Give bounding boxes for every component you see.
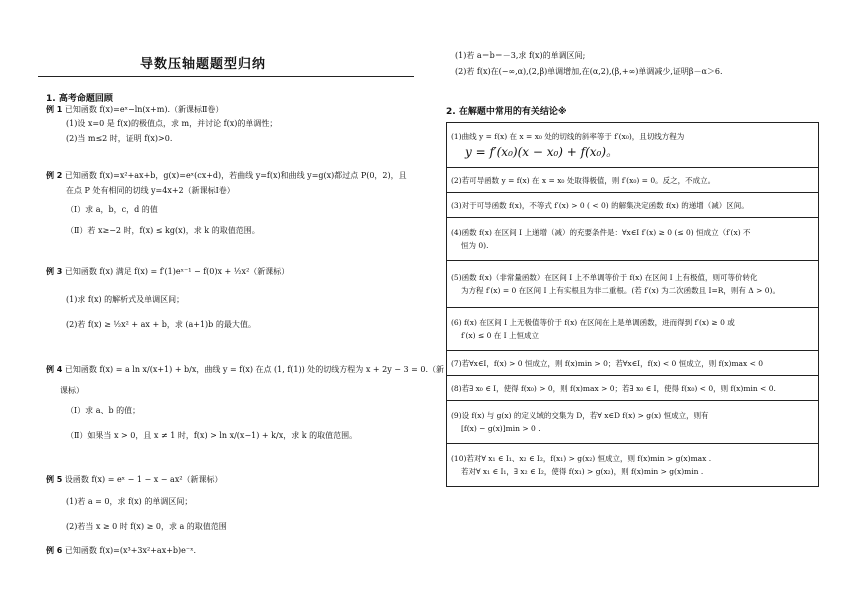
example-5-q1: (1)若 a = 0，求 f(x) 的单调区间； bbox=[66, 497, 193, 506]
conclusion-3-a: (3)对于可导函数 f(x)，不等式 f′(x) > 0 ( < 0) 的解集决定函数 f(x) 的递增（减）区间。 bbox=[451, 200, 749, 210]
page-title: 导数压轴题题型归纳 bbox=[140, 57, 267, 72]
conclusions-table bbox=[446, 122, 819, 487]
example-2-label: 例 2 bbox=[46, 171, 63, 180]
section-1-heading: 1. 高考命题回顾 bbox=[46, 94, 113, 104]
conclusion-10-b: 若对∀ x₁ ∈ I₁，∃ x₂ ∈ I₂，使得 f(x₁) > g(x₂)，则 f(x)min > g(x)min . bbox=[461, 467, 704, 476]
conclusion-row bbox=[447, 123, 819, 168]
example-5-q2: (2)若当 x ≥ 0 时 f(x) ≥ 0，求 a 的取值范围 bbox=[66, 522, 227, 531]
conclusion-1-b: y = f′(x₀)(x − x₀) + f(x₀)。 bbox=[465, 144, 619, 159]
conclusion-row bbox=[447, 351, 819, 376]
example-1-label: 例 1 bbox=[46, 105, 63, 114]
section-2-heading: 2. 在解题中常用的有关结论※ bbox=[446, 107, 567, 117]
conclusion-6-a: (6) f(x) 在区间 I 上无极值等价于 f(x) 在区间在上是单调函数，进而得到 f′(x) ≥ 0 或 bbox=[451, 318, 735, 327]
conclusion-8-a: (8)若∃ x₀ ∈ I，使得 f(x₀) > 0，则 f(x)max > 0；若∃ x₀ ∈ I，使得 f(x₀) < 0，则 f(x)min < 0. bbox=[451, 383, 776, 393]
example-4 bbox=[46, 364, 444, 376]
example-2-q2: （Ⅱ）若 x≥−2 时，f(x) ≤ kg(x)，求 k 的取值范围。 bbox=[66, 226, 260, 235]
example-1-stem: 已知函数 f(x)=eˣ−ln(x+m).（新课标Ⅱ卷） bbox=[64, 105, 224, 114]
example-5-stem: 设函数 f(x) = eˣ − 1 − x − ax²（新课标） bbox=[64, 475, 223, 484]
conclusion-2-a: (2)若可导函数 y = f(x) 在 x = x₀ 处取得极值，则 f′(x₀) = 0。反之，不成立。 bbox=[451, 175, 716, 185]
conclusion-row bbox=[447, 193, 819, 218]
conclusion-6-b: f′(x) ≤ 0 在 I 上恒成立 bbox=[461, 331, 539, 340]
example-5 bbox=[46, 474, 223, 486]
conclusion-4-b: 恒为 0). bbox=[461, 241, 489, 250]
example-4-q1: （Ⅰ）求 a、b 的值； bbox=[66, 406, 141, 415]
conclusion-row bbox=[447, 308, 819, 351]
conclusion-9-a: (9)设 f(x) 与 g(x) 的定义域的交集为 D，若∀ x∈D f(x) > g(x) 恒成立，则有 bbox=[451, 411, 709, 420]
conclusion-row bbox=[447, 168, 819, 193]
conclusion-row bbox=[447, 401, 819, 444]
conclusion-4-a: (4)函数 f(x) 在区间 I 上递增（减）的充要条件是：∀x∈I f′(x) ≥ 0 (≤ 0) 恒成立（f′(x) 不 bbox=[451, 228, 751, 237]
conclusion-9-b: [f(x) − g(x)]min > 0 . bbox=[461, 424, 541, 433]
conclusion-row bbox=[447, 376, 819, 401]
example-3-stem: 已知函数 f(x) 满足 f(x) = f′(1)eˣ⁻¹ − f(0)x + ½x²（新课标） bbox=[64, 267, 290, 276]
example-4-stem2: 课标） bbox=[60, 386, 84, 395]
example-3-label: 例 3 bbox=[46, 267, 63, 276]
example-3 bbox=[46, 266, 289, 278]
example-1-q1: (1)设 x=0 是 f(x)的极值点，求 m，并讨论 f(x)的单调性； bbox=[66, 119, 278, 128]
conclusion-5-b: 为方程 f′(x) = 0 在区间 I 上有实根且为非二重根。(若 f′(x) 为二次函数且 I=R，则有 Δ > 0)。 bbox=[461, 286, 780, 295]
example-2-stem2: 在点 P 处有相同的切线 y=4x+2（新课标Ⅰ卷） bbox=[66, 186, 235, 195]
example-1-q2: (2)当 m≤2 时，证明 f(x)>0. bbox=[66, 134, 173, 143]
example-3-q2: (2)若 f(x) ≥ ½x² + ax + b，求 (a+1)b 的最大值。 bbox=[66, 320, 256, 329]
conclusion-row bbox=[447, 261, 819, 308]
example-4-q2: （Ⅱ）如果当 x > 0，且 x ≠ 1 时，f(x) > ln x/(x−1) + k/x，求 k 的取值范围。 bbox=[66, 431, 358, 440]
example-6-stem: 已知函数 f(x)=(x³+3x²+ax+b)e⁻ˣ. bbox=[64, 546, 197, 555]
example-6-q1: (1)若 a＝b＝－3,求 f(x)的单调区间; bbox=[455, 51, 586, 60]
example-2-stem: 已知函数 f(x)=x²+ax+b，g(x)=eˣ(cx+d)，若曲线 y=f(x)和曲线 y=g(x)都过点 P(0，2)，且 bbox=[64, 171, 407, 180]
example-2-q1: （Ⅰ）求 a，b，c，d 的值 bbox=[66, 205, 158, 214]
example-6-label: 例 6 bbox=[46, 546, 63, 555]
example-3-q1: (1)求 f(x) 的解析式及单调区间； bbox=[66, 295, 185, 304]
example-4-stem: 已知函数 f(x) = a ln x/(x+1) + b/x，曲线 y = f(x) 在点 (1, f(1)) 处的切线方程为 x + 2y − 3 = 0.（新 bbox=[64, 365, 445, 374]
example-6-q2: (2)若 f(x)在(−∞,α),(2,β)单调增加,在(α,2),(β,+∞)单调减少,证明β－α＞6. bbox=[455, 67, 723, 76]
example-5-label: 例 5 bbox=[46, 475, 63, 484]
title-rule bbox=[38, 76, 414, 77]
conclusion-row bbox=[447, 444, 819, 487]
conclusion-10-a: (10)若对∀ x₁ ∈ I₁、x₂ ∈ I₂，f(x₁) > g(x₂) 恒成立，则 f(x)min > g(x)max . bbox=[451, 454, 712, 463]
example-4-label: 例 4 bbox=[46, 365, 63, 374]
example-6 bbox=[46, 545, 196, 557]
conclusion-7-a: (7)若∀x∈I，f(x) > 0 恒成立，则 f(x)min > 0；若∀x∈I，f(x) < 0 恒成立，则 f(x)max < 0 bbox=[451, 358, 764, 368]
example-2 bbox=[46, 170, 407, 182]
example-1 bbox=[46, 104, 223, 116]
conclusion-row bbox=[447, 218, 819, 261]
conclusion-5-a: (5)函数 f(x)（非常量函数）在区间 I 上不单调等价于 f(x) 在区间 I 上有极值，则可等价转化 bbox=[451, 273, 758, 282]
conclusion-1-a: (1)曲线 y = f(x) 在 x = x₀ 处的切线的斜率等于 f′(x₀)，且切线方程为 bbox=[451, 131, 685, 141]
